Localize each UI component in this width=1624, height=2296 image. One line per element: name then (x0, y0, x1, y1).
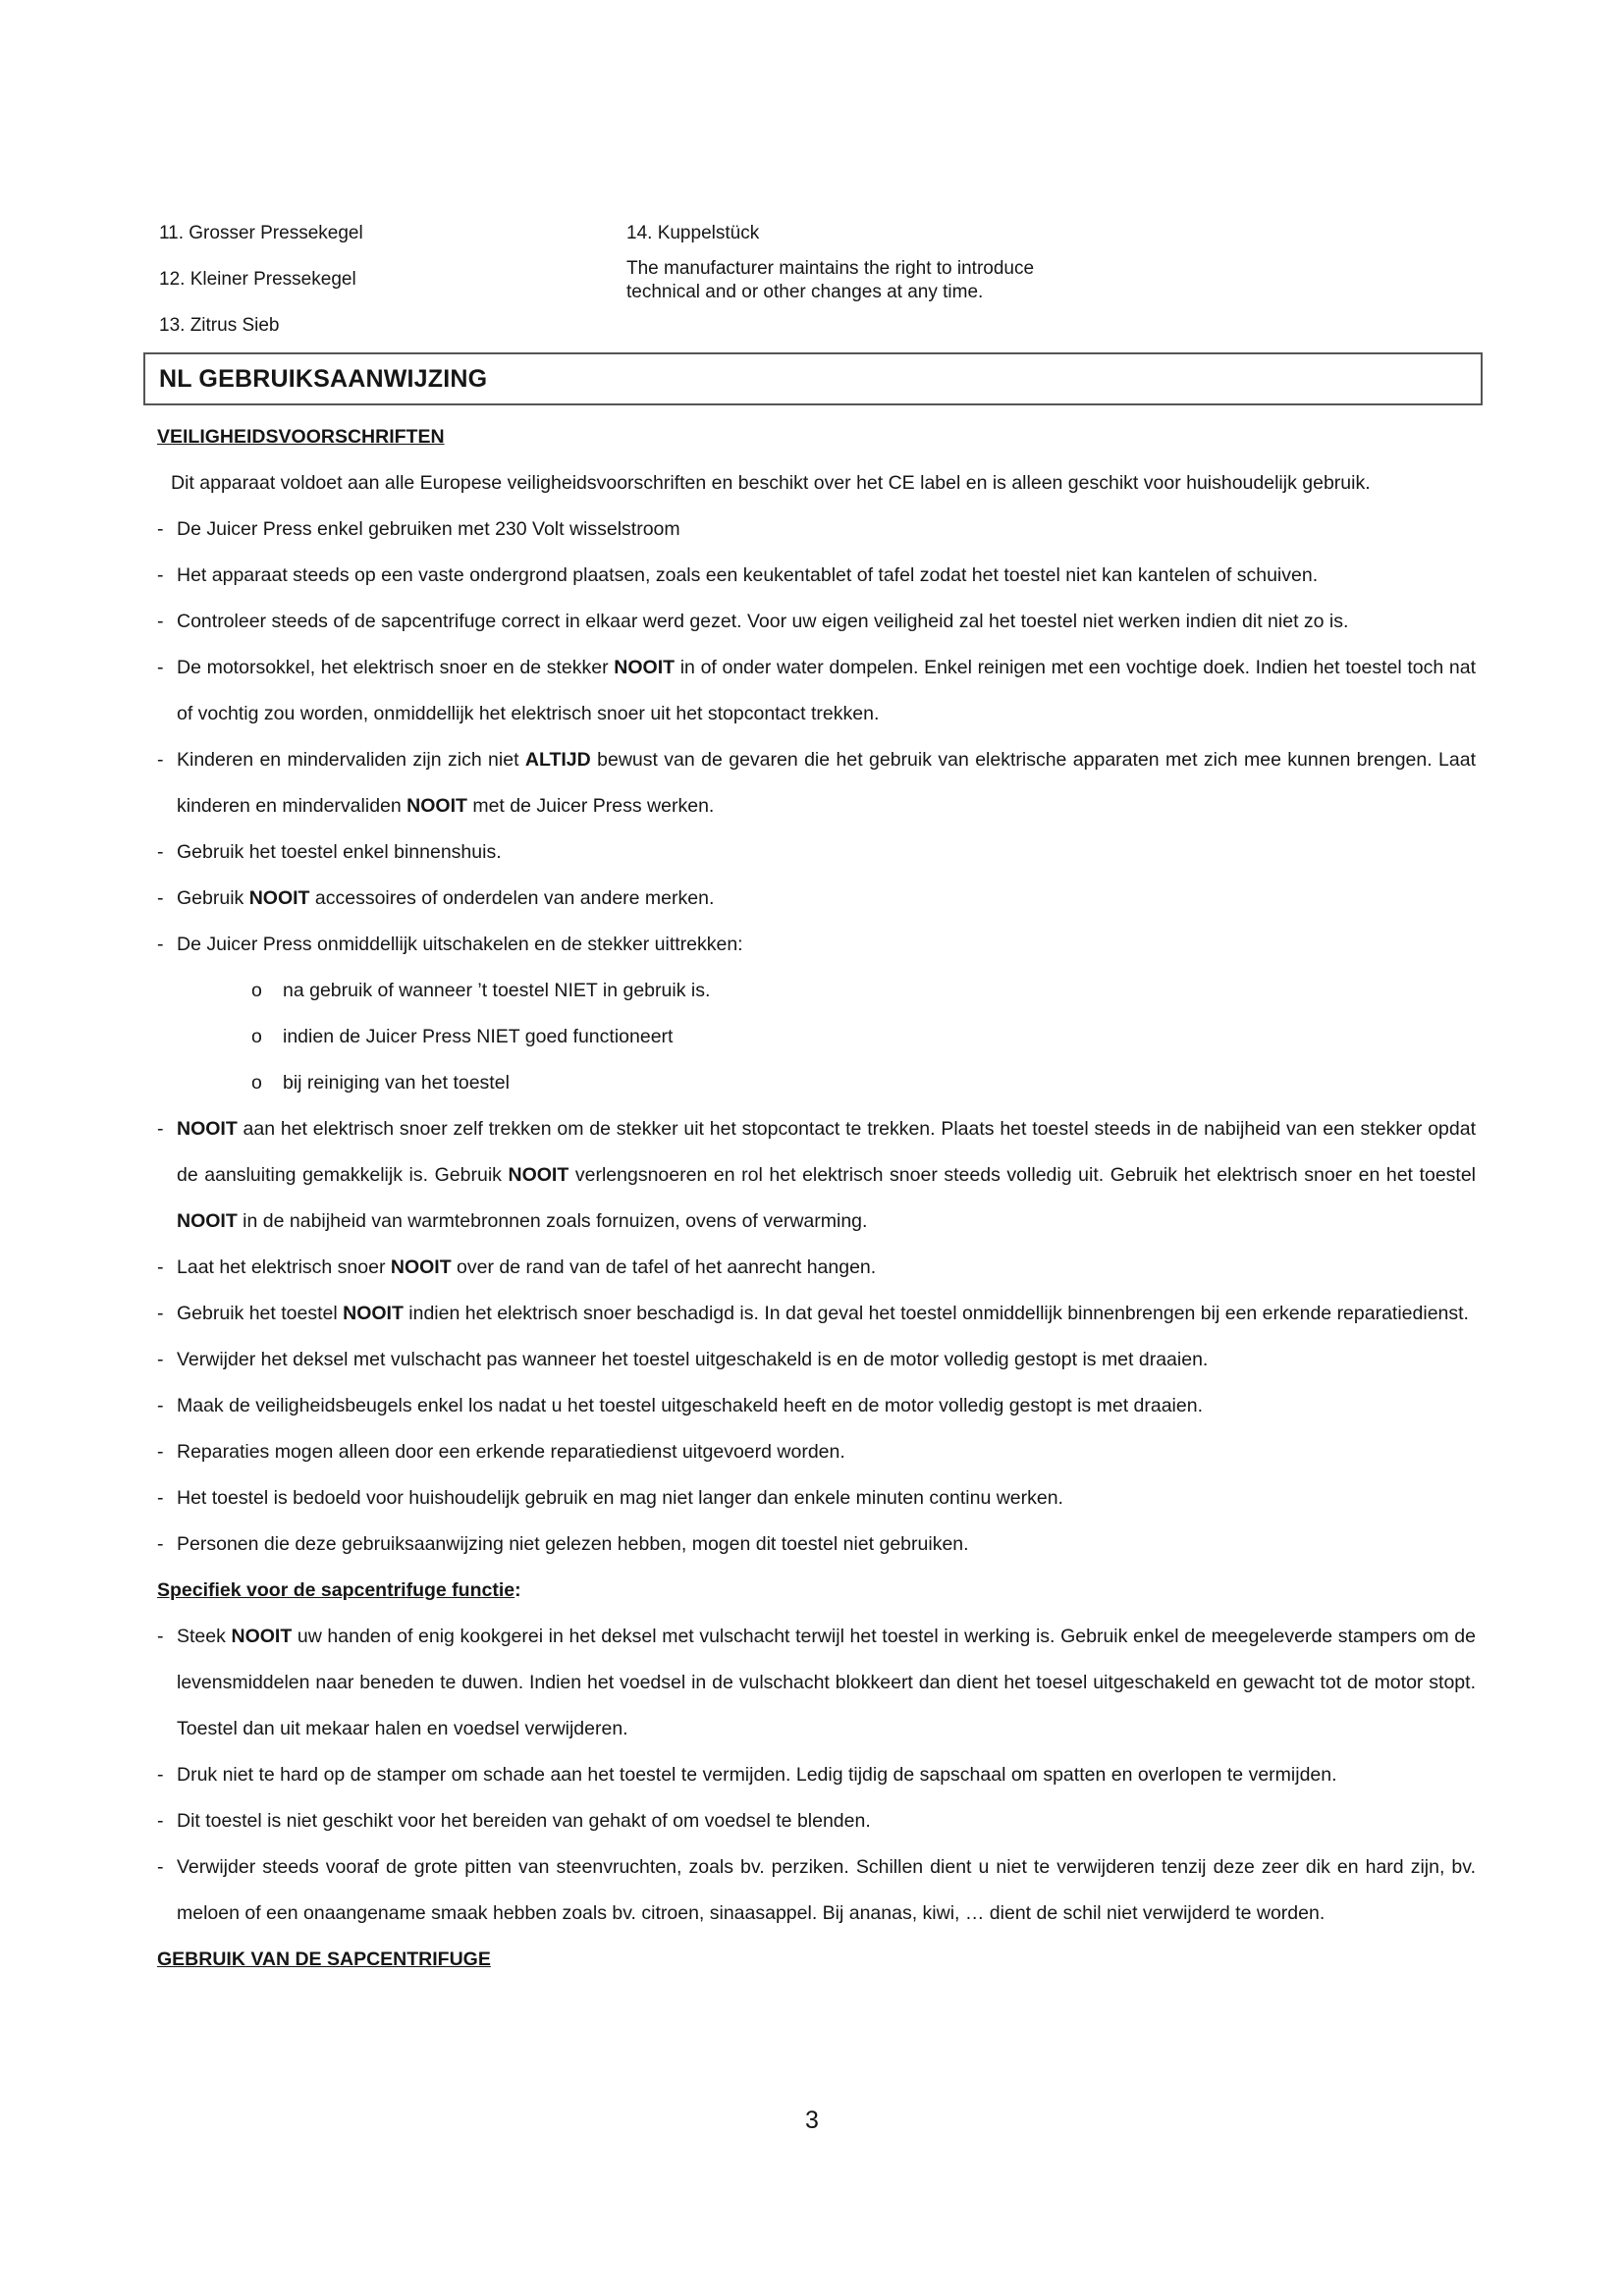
list-dash: - (157, 611, 164, 632)
list-item (157, 507, 1476, 553)
list-item (157, 1337, 1476, 1383)
list-item-text: Reparaties mogen alleen door een erkende reparatiedienst uitgevoerd worden. (177, 1441, 845, 1463)
list-dash: - (157, 1626, 164, 1647)
section-title-box (143, 352, 1483, 405)
list-dash: - (157, 1764, 164, 1786)
parts-column-right (626, 222, 1078, 323)
part-item: 11. Grosser Pressekegel (159, 223, 363, 243)
list-item (157, 1522, 1476, 1568)
list-item (157, 1383, 1476, 1429)
sub-list-text: bij reiniging van het toestel (283, 1072, 510, 1094)
sub-list-text: indien de Juicer Press NIET goed functioneert (283, 1026, 674, 1047)
list-item (157, 553, 1476, 599)
list-item-text: Maak de veiligheidsbeugels enkel los nadat u het toestel uitgeschakeld heeft en de motor volledig gestopt is met draaien. (177, 1395, 1203, 1416)
part-item: 13. Zitrus Sieb (159, 315, 280, 336)
list-item-text: Druk niet te hard op de stamper om schade aan het toestel te vermijden. Ledig tijdig de sapschaal om spatten en overlopen te vermijden. (177, 1764, 1337, 1786)
list-item-text: De Juicer Press enkel gebruiken met 230 Volt wisselstroom (177, 518, 680, 540)
list-item-text: Steek NOOIT uw handen of enig kookgerei in het deksel met vulschacht terwijl het toestel in werking is. Gebruik enkel de meegeleverde stampers om de levensmiddelen naar beneden te duwen. Indien het voedsel in de vulschacht blokkeert dan dient het toesel uitgeschakeld en gewacht tot de motor stopt. Toestel dan uit mekaar halen en voedsel verwijderen. (177, 1626, 1476, 1739)
list-item (157, 1291, 1476, 1337)
list-dash: - (157, 1395, 164, 1416)
list-dash: - (157, 1441, 164, 1463)
specific-heading: Specifiek voor de sapcentrifuge functie: (157, 1579, 521, 1601)
parts-column-left (159, 222, 591, 360)
list-dash: - (157, 841, 164, 863)
sub-list-item (157, 968, 1476, 1014)
bullet-glyph: o (251, 1072, 262, 1094)
list-item (157, 599, 1476, 645)
list-item-text: Controleer steeds of de sapcentrifuge correct in elkaar werd gezet. Voor uw eigen veiligheid zal het toestel niet werken indien dit niet zo is. (177, 611, 1349, 632)
list-item (157, 1475, 1476, 1522)
list-item-text: Het toestel is bedoeld voor huishoudelijk gebruik en mag niet langer dan enkele minuten continu werken. (177, 1487, 1063, 1509)
list-item-text: Gebruik NOOIT accessoires of onderdelen van andere merken. (177, 887, 715, 909)
list-dash: - (157, 934, 164, 955)
list-item (157, 922, 1476, 968)
list-item-text: Verwijder steeds vooraf de grote pitten van steenvruchten, zoals bv. perziken. Schillen dient u niet te verwijderen tenzij deze zeer dik en hard zijn, bv. meloen of een onaangename smaak hebben zoals bv. citroen, sinaasappel. Bij ananas, kiwi, … dient de schil niet verwijderd te worden. (177, 1856, 1476, 1924)
list-dash: - (157, 518, 164, 540)
part-item: 14. Kuppelstück (626, 223, 760, 243)
list-item-text: Laat het elektrisch snoer NOOIT over de rand van de tafel of het aanrecht hangen. (177, 1256, 877, 1278)
list-dash: - (157, 1856, 164, 1878)
bullet-glyph: o (251, 1026, 262, 1047)
list-item-text: Kinderen en mindervaliden zijn zich niet ALTIJD bewust van de gevaren die het gebruik van elektrische apparaten met zich mee kunnen brengen. Laat kinderen en mindervaliden NOOIT met de Juicer Press werken. (177, 749, 1477, 817)
list-item-text: NOOIT aan het elektrisch snoer zelf trekken om de stekker uit het stopcontact te trekken. Plaats het toestel steeds in de nabijheid van een stekker opdat de aansluiting gemakkelijk is. Gebruik NOOIT verlengsnoeren en rol het elektrisch snoer steeds volledig uit. Gebruik het elektrisch snoer en het toestel NOOIT in de nabijheid van warmtebronnen zoals fornuizen, ovens of verwarming. (177, 1118, 1477, 1232)
part-item: 12. Kleiner Pressekegel (159, 269, 356, 290)
safety-intro: Dit apparaat voldoet aan alle Europese veiligheidsvoorschriften en beschikt over het CE label en is alleen geschikt voor huishoudelijk gebruik. (171, 472, 1371, 494)
list-item (157, 1429, 1476, 1475)
list-item (157, 1106, 1476, 1245)
usage-heading: GEBRUIK VAN DE SAPCENTRIFUGE (157, 1949, 491, 1970)
list-item-text: Dit toestel is niet geschikt voor het bereiden van gehakt of om voedsel te blenden. (177, 1810, 871, 1832)
list-dash: - (157, 1303, 164, 1324)
list-item (157, 1245, 1476, 1291)
safety-heading: VEILIGHEIDSVOORSCHRIFTEN (157, 426, 445, 448)
list-dash: - (157, 657, 164, 678)
sub-list-item (157, 1014, 1476, 1060)
manufacturer-disclaimer: The manufacturer maintains the right to introduce technical and or other changes at any time. (626, 258, 1035, 302)
sub-list-item (157, 1060, 1476, 1106)
page-number: 3 (805, 2107, 819, 2134)
list-item (157, 645, 1476, 737)
list-item-text: Personen die deze gebruiksaanwijzing niet gelezen hebben, mogen dit toestel niet gebruiken. (177, 1533, 969, 1555)
list-dash: - (157, 1533, 164, 1555)
list-dash: - (157, 1118, 164, 1140)
list-dash: - (157, 1810, 164, 1832)
list-item (157, 1614, 1476, 1752)
list-item-text: Verwijder het deksel met vulschacht pas wanneer het toestel uitgeschakeld is en de motor volledig gestopt is met draaien. (177, 1349, 1209, 1370)
list-item (157, 876, 1476, 922)
list-dash: - (157, 1487, 164, 1509)
sub-list-text: na gebruik of wanneer ’t toestel NIET in gebruik is. (283, 980, 711, 1001)
list-item-text: Gebruik het toestel enkel binnenshuis. (177, 841, 502, 863)
list-item-text: De motorsokkel, het elektrisch snoer en de stekker NOOIT in of onder water dompelen. Enkel reinigen met een vochtige doek. Indien het toestel toch nat of vochtig zou worden, onmiddellijk het elektrisch snoer uit het stopcontact trekken. (177, 657, 1476, 724)
list-item (157, 829, 1476, 876)
list-item-text: Gebruik het toestel NOOIT indien het elektrisch snoer beschadigd is. In dat geval het toestel onmiddellijk binnenbrengen bij een erkende reparatiedienst. (177, 1303, 1469, 1324)
list-dash: - (157, 887, 164, 909)
section-title: NL GEBRUIKSAANWIJZING (159, 365, 488, 393)
list-item (157, 1752, 1476, 1798)
list-dash: - (157, 1349, 164, 1370)
bullet-glyph: o (251, 980, 262, 1001)
list-item-text: Het apparaat steeds op een vaste ondergrond plaatsen, zoals een keukentablet of tafel zodat het toestel niet kan kantelen of schuiven. (177, 564, 1319, 586)
list-item (157, 1844, 1476, 1937)
list-dash: - (157, 749, 164, 771)
list-item (157, 1798, 1476, 1844)
parts-list (159, 222, 1485, 349)
list-dash: - (157, 1256, 164, 1278)
list-item-text: De Juicer Press onmiddellijk uitschakelen en de stekker uittrekken: (177, 934, 743, 955)
list-item (157, 737, 1476, 829)
list-dash: - (157, 564, 164, 586)
manual-content (157, 414, 1476, 1983)
